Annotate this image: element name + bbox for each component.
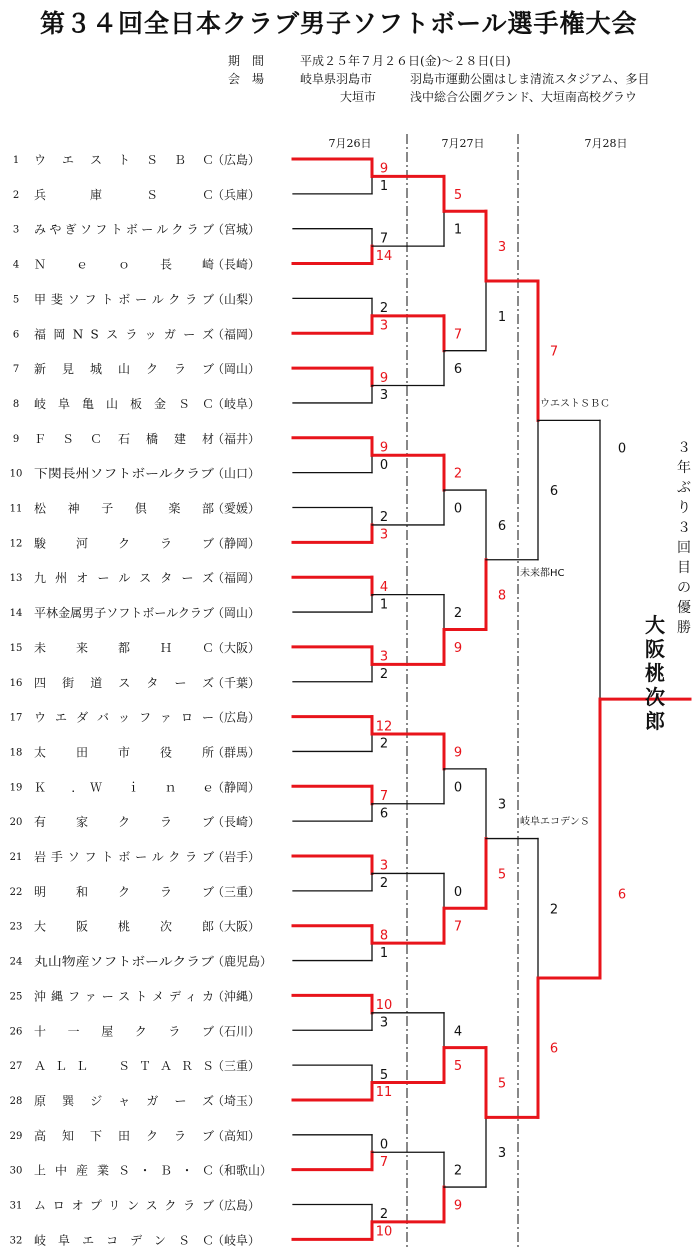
team-pref-18: （群馬） xyxy=(212,745,261,760)
team-pref-24: （鹿児島） xyxy=(212,954,273,969)
team-pref-30: （和歌山） xyxy=(212,1163,273,1178)
score-r1-8-a: 12 xyxy=(375,719,393,735)
team-name-22: 明 和 ク ラ ブ xyxy=(34,884,214,899)
team-number-14: 14 xyxy=(9,608,23,620)
score-r1-2-b: 3 xyxy=(379,318,389,334)
team-name-13: 九州オールスターズ xyxy=(34,571,214,586)
champion-char-0: 大 xyxy=(645,613,665,637)
champion-char-2: 桃 xyxy=(645,661,665,685)
score-r2-6-a: 4 xyxy=(453,1024,463,1040)
venue1-place: 羽島市運動公園はしま清流スタジアム、多目 xyxy=(410,72,650,86)
team-number-24: 24 xyxy=(9,956,23,968)
team-pref-12: （静岡） xyxy=(212,536,261,551)
page-title: 第３４回全日本クラブ男子ソフトボール選手権大会 xyxy=(40,9,638,38)
team-name-4: Ｎ ｅ ｏ 長 崎 xyxy=(34,257,214,272)
team-number-19: 19 xyxy=(9,782,23,794)
champion-note-char-2: ぶ xyxy=(677,480,691,496)
semi-winner-label-2: 未来都HC xyxy=(520,567,565,579)
team-pref-23: （大阪） xyxy=(212,919,261,934)
team-name-24: 丸山物産ソフトボールクラブ xyxy=(34,954,190,969)
score-r1-3-a: 9 xyxy=(379,370,389,386)
score-r3-3-a: 5 xyxy=(497,1076,507,1092)
team-pref-32: （岐阜） xyxy=(212,1233,261,1248)
team-pref-28: （埼玉） xyxy=(212,1093,261,1108)
team-pref-17: （広島） xyxy=(212,710,261,725)
venue-label: 会 場 xyxy=(228,72,265,86)
team-number-31: 31 xyxy=(9,1200,23,1212)
team-name-12: 駿 河 ク ラ ブ xyxy=(34,536,214,551)
team-name-19: Ｋ ．Ｗ ｉ ｎ ｅ xyxy=(34,780,214,795)
team-name-21: 岩手ソフトボールクラブ xyxy=(34,850,214,864)
team-number-5: 5 xyxy=(12,294,20,306)
score-semi-0-a: 7 xyxy=(549,344,559,360)
team-name-23: 大 阪 桃 次 郎 xyxy=(34,919,214,934)
score-r1-10-a: 3 xyxy=(379,858,389,874)
score-r1-4-b: 0 xyxy=(379,457,389,473)
team-name-29: 高知下田クラブ xyxy=(34,1128,214,1143)
team-number-4: 4 xyxy=(12,259,20,271)
period-label: 期 間 xyxy=(228,54,265,68)
champion-note-char-4: ３ xyxy=(677,520,691,536)
team-number-26: 26 xyxy=(9,1026,23,1038)
team-number-9: 9 xyxy=(12,433,20,445)
team-number-27: 27 xyxy=(9,1061,23,1073)
team-name-20: 有 家 ク ラ ブ xyxy=(34,815,214,830)
team-name-10: 下関長州ソフトボールクラブ xyxy=(34,466,214,481)
team-name-15: 未 来 都 Ｈ Ｃ xyxy=(34,640,214,655)
team-number-15: 15 xyxy=(9,642,23,654)
team-pref-25: （沖縄） xyxy=(212,989,261,1004)
score-r2-6-b: 5 xyxy=(453,1059,463,1075)
score-r3-2-a: 3 xyxy=(497,797,507,813)
team-name-1: ウエストＳＢＣ xyxy=(34,153,214,167)
team-pref-29: （高知） xyxy=(212,1128,261,1143)
score-r1-13-a: 5 xyxy=(379,1067,389,1083)
score-r1-4-a: 9 xyxy=(379,440,389,456)
team-number-6: 6 xyxy=(12,329,20,341)
score-r2-0-b: 1 xyxy=(453,222,463,238)
team-pref-7: （岡山） xyxy=(212,362,261,377)
score-r1-1-b: 14 xyxy=(375,248,393,264)
score-r1-12-a: 10 xyxy=(375,998,393,1014)
score-r1-14-b: 7 xyxy=(379,1154,389,1170)
champion-note-char-6: 目 xyxy=(677,560,691,576)
team-number-3: 3 xyxy=(12,224,20,236)
champion-note-char-5: 回 xyxy=(677,540,691,556)
team-pref-14: （岡山） xyxy=(212,606,261,621)
venue2-place: 浅中総合公園グランド、大垣南高校グラウ xyxy=(410,90,637,104)
team-name-30: 上中産業Ｓ・Ｂ・Ｃ xyxy=(34,1163,214,1178)
team-pref-26: （石川） xyxy=(212,1024,261,1039)
team-number-7: 7 xyxy=(12,364,20,376)
score-r2-7-b: 9 xyxy=(453,1198,463,1214)
score-semi-1-b: 6 xyxy=(549,1041,559,1057)
score-r3-0-b: 1 xyxy=(497,309,507,325)
score-r1-7-b: 2 xyxy=(379,667,389,683)
team-pref-11: （愛媛） xyxy=(212,501,261,516)
team-name-11: 松神子倶楽部 xyxy=(34,501,214,516)
team-name-18: 太田市役所 xyxy=(34,745,214,760)
score-r1-14-a: 0 xyxy=(379,1137,389,1153)
venue2-city: 大垣市 xyxy=(340,90,377,104)
team-pref-15: （大阪） xyxy=(212,640,261,655)
score-r1-6-b: 1 xyxy=(379,597,389,613)
team-number-29: 29 xyxy=(9,1130,23,1142)
team-pref-10: （山口） xyxy=(212,466,261,481)
team-pref-19: （静岡） xyxy=(212,780,261,795)
team-name-2: 兵 庫 Ｓ Ｃ xyxy=(34,187,214,202)
team-pref-1: （広島） xyxy=(212,153,261,167)
score-r2-1-b: 6 xyxy=(453,362,463,378)
score-r1-10-b: 2 xyxy=(379,876,389,892)
period-value: 平成２５年７月２６日(金)～２８日(日) xyxy=(300,54,511,68)
team-name-17: ウエダバッファロー xyxy=(34,710,214,725)
champion-note-char-1: 年 xyxy=(677,460,691,476)
team-number-20: 20 xyxy=(9,817,23,829)
team-number-23: 23 xyxy=(9,921,23,933)
score-r2-2-a: 2 xyxy=(453,466,463,482)
champion-note-char-9: 勝 xyxy=(677,620,691,636)
score-r1-5-a: 2 xyxy=(379,510,389,526)
final-score-a: 0 xyxy=(617,441,627,457)
date-label-1: 7月26日 xyxy=(328,137,372,150)
team-pref-9: （福井） xyxy=(212,431,261,446)
score-r1-0-a: 9 xyxy=(379,161,389,177)
semi-winner-label-1: ウエストＳＢＣ xyxy=(540,398,610,410)
score-r2-1-a: 7 xyxy=(453,327,463,343)
score-r1-12-b: 3 xyxy=(379,1015,389,1031)
date-label-2: 7月27日 xyxy=(441,137,485,150)
score-r3-2-b: 5 xyxy=(497,867,507,883)
venue1-city: 岐阜県羽島市 xyxy=(300,72,373,86)
score-r1-8-b: 2 xyxy=(379,736,389,752)
score-r1-11-a: 8 xyxy=(379,928,389,944)
score-r2-3-b: 9 xyxy=(453,640,463,656)
date-label-3: 7月28日 xyxy=(584,137,628,150)
team-name-25: 沖縄ファーストメディカ xyxy=(34,989,214,1004)
champion-note-char-8: 優 xyxy=(677,600,691,616)
score-r3-3-b: 3 xyxy=(497,1146,507,1162)
team-name-5: 甲斐ソフトボールクラブ xyxy=(34,292,214,307)
team-name-8: 岐阜亀山板金ＳＣ xyxy=(34,396,214,411)
score-r1-9-b: 6 xyxy=(379,806,389,822)
team-name-9: ＦＳＣ石橋建材 xyxy=(34,431,214,446)
champion-note-char-7: の xyxy=(677,580,691,596)
team-pref-20: （長崎） xyxy=(212,815,261,830)
score-r2-3-a: 2 xyxy=(453,606,463,622)
score-r1-3-b: 3 xyxy=(379,388,389,404)
score-r3-1-b: 8 xyxy=(497,588,507,604)
score-r2-4-b: 0 xyxy=(453,780,463,796)
team-name-28: 原巽ジャガーズ xyxy=(34,1093,214,1108)
team-name-26: 十 一 屋 ク ラ ブ xyxy=(34,1024,214,1039)
score-r2-5-b: 7 xyxy=(453,919,463,935)
team-pref-4: （長崎） xyxy=(212,257,261,272)
score-r1-1-a: 7 xyxy=(379,231,389,247)
score-semi-0-b: 6 xyxy=(549,484,559,500)
champion-note-char-3: り xyxy=(677,500,691,516)
team-number-16: 16 xyxy=(9,677,23,689)
score-r1-6-a: 4 xyxy=(379,579,389,595)
team-pref-6: （福岡） xyxy=(212,327,261,342)
team-pref-21: （岩手） xyxy=(212,850,261,864)
team-number-32: 32 xyxy=(9,1235,23,1247)
score-r1-2-a: 2 xyxy=(379,301,389,317)
score-r3-0-a: 3 xyxy=(497,240,507,256)
team-name-27: ＡＬＬ ＳＴＡＲＳ xyxy=(34,1059,214,1074)
team-pref-3: （宮城） xyxy=(212,222,261,237)
team-pref-13: （福岡） xyxy=(212,571,261,586)
score-r1-15-b: 10 xyxy=(375,1224,393,1240)
team-name-16: 四街道スターズ xyxy=(34,675,214,690)
score-r2-0-a: 5 xyxy=(453,187,463,203)
score-r1-11-b: 1 xyxy=(379,945,389,961)
team-number-8: 8 xyxy=(12,398,20,410)
team-number-21: 21 xyxy=(9,852,23,863)
team-number-18: 18 xyxy=(9,747,23,759)
team-name-6: 福岡NSスラッガーズ xyxy=(34,327,214,342)
score-r1-5-b: 3 xyxy=(379,527,389,543)
team-pref-27: （三重） xyxy=(212,1059,261,1074)
score-r1-15-a: 2 xyxy=(379,1207,389,1223)
score-r1-0-b: 1 xyxy=(379,179,389,195)
team-pref-2: （兵庫） xyxy=(212,187,261,202)
score-r2-2-b: 0 xyxy=(453,501,463,517)
team-number-10: 10 xyxy=(9,468,23,480)
score-r2-5-a: 0 xyxy=(453,884,463,900)
champion-char-1: 阪 xyxy=(645,637,665,661)
team-name-14: 平林金属男子ソフトボールクラブ xyxy=(34,606,214,621)
team-number-12: 12 xyxy=(9,538,23,550)
team-number-13: 13 xyxy=(9,573,23,585)
team-name-3: みやぎソフトボールクラブ xyxy=(34,222,214,237)
team-pref-5: （山梨） xyxy=(212,292,261,307)
team-number-28: 28 xyxy=(9,1095,23,1107)
team-name-32: 岐阜エコデンＳＣ xyxy=(34,1233,214,1248)
team-number-30: 30 xyxy=(9,1165,23,1177)
score-r2-7-a: 2 xyxy=(453,1163,463,1179)
score-r1-9-a: 7 xyxy=(379,789,389,805)
final-score-b: 6 xyxy=(617,887,627,903)
team-number-25: 25 xyxy=(9,991,23,1003)
score-r1-13-b: 11 xyxy=(375,1085,393,1101)
champion-note-char-0: ３ xyxy=(677,440,691,456)
team-number-1: 1 xyxy=(12,155,20,166)
semi-winner-label-3: 岐阜エコデンＳ xyxy=(520,816,590,828)
team-number-17: 17 xyxy=(9,712,23,724)
team-pref-22: （三重） xyxy=(212,884,261,899)
score-r1-7-a: 3 xyxy=(379,649,389,665)
team-name-7: 新見城山クラブ xyxy=(34,362,214,377)
team-name-31: ムロオプリンスクラブ xyxy=(34,1198,214,1213)
champion-char-3: 次 xyxy=(645,685,665,709)
team-number-2: 2 xyxy=(12,189,20,201)
score-r3-1-a: 6 xyxy=(497,518,507,534)
team-pref-16: （千葉） xyxy=(212,675,261,690)
team-pref-31: （広島） xyxy=(212,1198,261,1213)
champion-char-4: 郎 xyxy=(645,709,665,733)
score-r2-4-a: 9 xyxy=(453,745,463,761)
score-semi-1-a: 2 xyxy=(549,902,559,918)
team-number-22: 22 xyxy=(9,886,23,898)
team-pref-8: （岐阜） xyxy=(212,396,261,411)
team-number-11: 11 xyxy=(9,503,23,515)
